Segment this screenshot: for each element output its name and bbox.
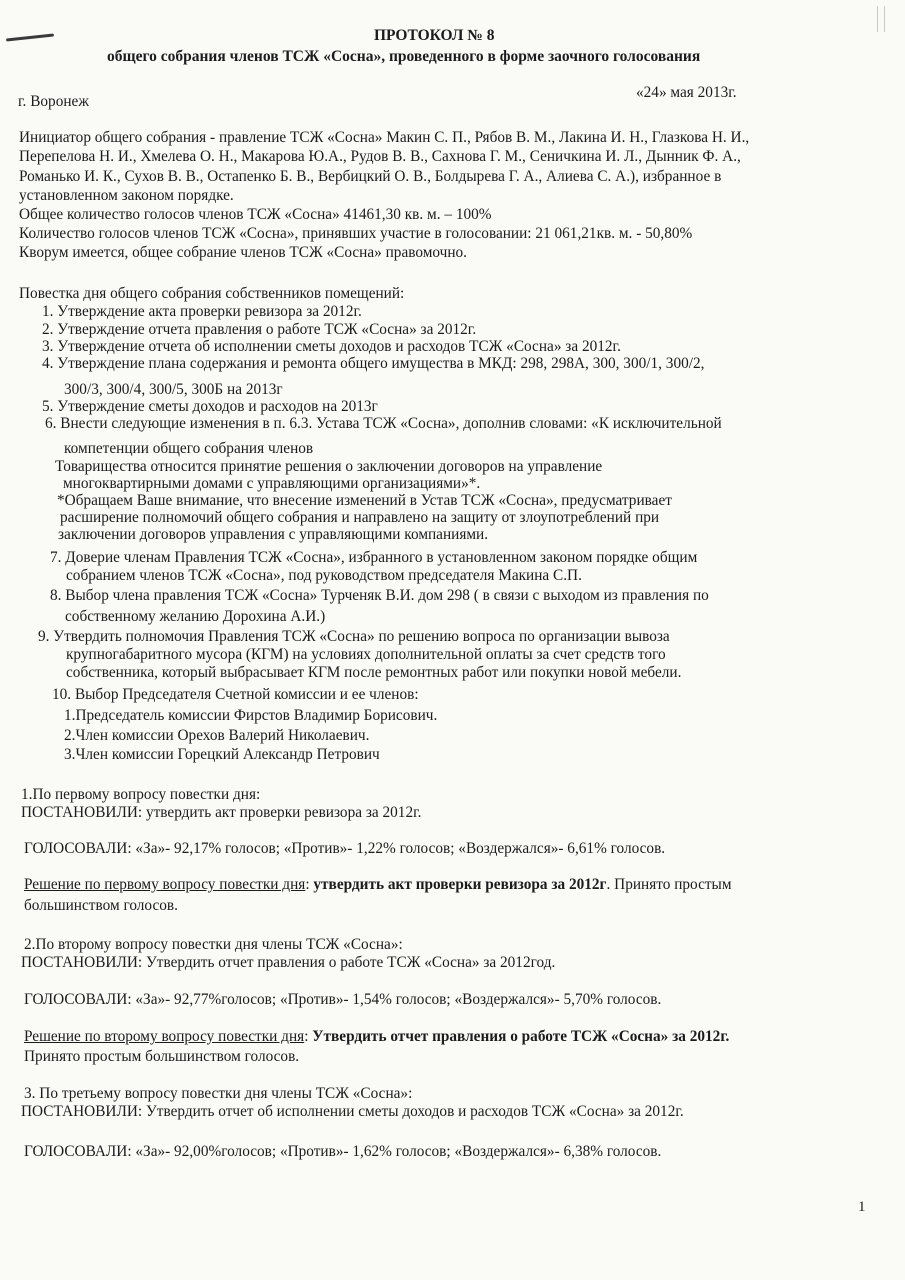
q1-decision-label: Решение по первому вопросу повестки дня: [24, 876, 306, 893]
agenda-item-cont: собственника, который выбрасывает КГМ после ремонтных работ или покупки новой мебели.: [66, 664, 682, 681]
agenda-item: 9. Утвердить полномочия Правления ТСЖ «Сосна» по решению вопроса по организации вывоза: [38, 628, 670, 645]
agenda-heading: Повестка дня общего собрания собственников помещений:: [19, 285, 405, 302]
intro-line: Романько И. К., Сухов В. В., Остапенко Б. В., Вербицкий О. В., Болдырева Г. А., Алиева С. А.), избранное в: [19, 168, 722, 185]
commission-member: 3.Член комиссии Горецкий Александр Петрович: [64, 746, 380, 763]
q2-decision-line2: Принято простым большинством голосов.: [24, 1048, 300, 1065]
intro-line: установленном законом порядке.: [19, 187, 234, 204]
agenda-item: 5. Утверждение сметы доходов и расходов на 2013г: [42, 398, 378, 415]
agenda-note: *Обращаем Ваше внимание, что внесение изменений в Устав ТСЖ «Сосна», предусматривает: [57, 492, 672, 509]
q3-voted: ГОЛОСОВАЛИ: «За»- 92,00%голосов; «Против»- 1,62% голосов; «Воздержался»- 6,38% голосов.: [24, 1143, 662, 1160]
q1-voted: ГОЛОСОВАЛИ: «За»- 92,17% голосов; «Против»- 1,22% голосов; «Воздержался»- 6,61% голосов.: [24, 840, 666, 857]
q1-decision-text: утвердить акт проверки ревизора за 2012г: [313, 876, 607, 893]
page-number: 1: [858, 1199, 866, 1215]
document-subtitle: общего собрания членов ТСЖ «Сосна», проведенного в форме заочного голосования: [107, 48, 701, 65]
agenda-note: заключении договоров управления с управляющими компаниями.: [58, 526, 489, 543]
pen-mark: [6, 33, 54, 41]
document-title: ПРОТОКОЛ № 8: [374, 27, 495, 44]
document-date: «24» мая 2013г.: [636, 84, 737, 101]
agenda-item-cont: собранием членов ТСЖ «Сосна», под руководством председателя Макина С.П.: [66, 567, 582, 584]
intro-line: Инициатор общего собрания - правление ТСЖ «Сосна» Макин С. П., Рябов В. М., Лакина И. Н., Глазкова Н. И.,: [19, 129, 750, 146]
q1-resolved: ПОСТАНОВИЛИ: утвердить акт проверки ревизора за 2012г.: [21, 804, 422, 821]
q2-resolved: ПОСТАНОВИЛИ: Утвердить отчет правления о работе ТСЖ «Сосна» за 2012год.: [21, 954, 556, 971]
q1-decision-tail: . Принято простым: [606, 876, 732, 893]
intro-line: Кворум имеется, общее собрание членов ТСЖ «Сосна» правомочно.: [19, 244, 467, 261]
q1-decision-line2: большинством голосов.: [24, 897, 178, 914]
q2-decision-text: Утвердить отчет правления о работе ТСЖ «Сосна» за 2012г.: [312, 1028, 730, 1045]
agenda-item-cont: собственному желанию Дорохина А.И.): [65, 608, 326, 625]
agenda-item: 10. Выбор Председателя Счетной комиссии и ее членов:: [52, 686, 419, 703]
q1-heading: 1.По первому вопросу повестки дня:: [21, 786, 261, 803]
agenda-item: 8. Выбор члена правления ТСЖ «Сосна» Турченяк В.И. дом 298 ( в связи с выходом из правления по: [50, 587, 709, 604]
q1-decision: Решение по первому вопросу повестки дня: утвердить акт проверки ревизора за 2012г. Принято простым: [24, 876, 732, 893]
agenda-item: 2. Утверждение отчета правления о работе ТСЖ «Сосна» за 2012г.: [42, 321, 477, 338]
intro-line: Общее количество голосов членов ТСЖ «Сосна» 41461,30 кв. м. – 100%: [19, 206, 492, 223]
commission-member: 2.Член комиссии Орехов Валерий Николаевич.: [64, 727, 370, 744]
agenda-item: 4. Утверждение плана содержания и ремонта общего имущества в МКД: 298, 298А, 300, 300/1, 300/2,: [42, 355, 705, 372]
agenda-note: расширение полномочий общего собрания и направлено на защиту от злоупотреблений при: [60, 509, 660, 526]
agenda-item-cont: компетенции общего собрания членов: [64, 440, 314, 457]
agenda-item-cont: многоквартирными домами с управляющими организациями»*.: [63, 475, 481, 492]
city: г. Воронеж: [18, 93, 89, 110]
commission-member: 1.Председатель комиссии Фирстов Владимир Борисович.: [64, 707, 438, 724]
q2-decision-label: Решение по второму вопросу повестки дня: [24, 1028, 305, 1045]
intro-line: Количество голосов членов ТСЖ «Сосна», принявших участие в голосовании: 21 061,21кв. м. - 50,80%: [19, 225, 693, 242]
q2-heading: 2.По второму вопросу повестки дня члены ТСЖ «Сосна»:: [24, 936, 403, 953]
agenda-item-cont: 300/3, 300/4, 300/5, 300Б на 2013г: [64, 381, 283, 398]
agenda-item: 1. Утверждение акта проверки ревизора за 2012г.: [42, 303, 362, 320]
q2-decision: Решение по второму вопросу повестки дня: Утвердить отчет правления о работе ТСЖ «Сосна» за 2012г.: [24, 1028, 730, 1045]
q3-resolved: ПОСТАНОВИЛИ: Утвердить отчет об исполнении сметы доходов и расходов ТСЖ «Сосна» за 2012г.: [21, 1103, 684, 1120]
agenda-item: 7. Доверие членам Правления ТСЖ «Сосна», избранного в установленном законом порядке общим: [50, 549, 698, 566]
intro-line: Перепелова Н. И., Хмелева О. Н., Макарова Ю.А., Рудов В. В., Сахнова Г. М., Сеничкина И. Л., Дынник Ф. А.,: [19, 148, 741, 165]
agenda-item: 6. Внести следующие изменения в п. 6.3. Устава ТСЖ «Сосна», дополнив словами: «К исключительной: [45, 415, 722, 432]
agenda-item-cont: крупногабаритного мусора (КГМ) на условиях дополнительной оплаты за счет средств того: [66, 646, 666, 663]
q3-heading: 3. По третьему вопросу повестки дня члены ТСЖ «Сосна»:: [24, 1085, 413, 1102]
q2-voted: ГОЛОСОВАЛИ: «За»- 92,77%голосов; «Против»- 1,54% голосов; «Воздержался»- 5,70% голосов.: [24, 991, 662, 1008]
agenda-item-cont: Товарищества относится принятие решения о заключении договоров на управление: [55, 458, 603, 475]
agenda-item: 3. Утверждение отчета об исполнении сметы доходов и расходов ТСЖ «Сосна» за 2012г.: [42, 338, 621, 355]
binding-mark: [877, 6, 885, 32]
